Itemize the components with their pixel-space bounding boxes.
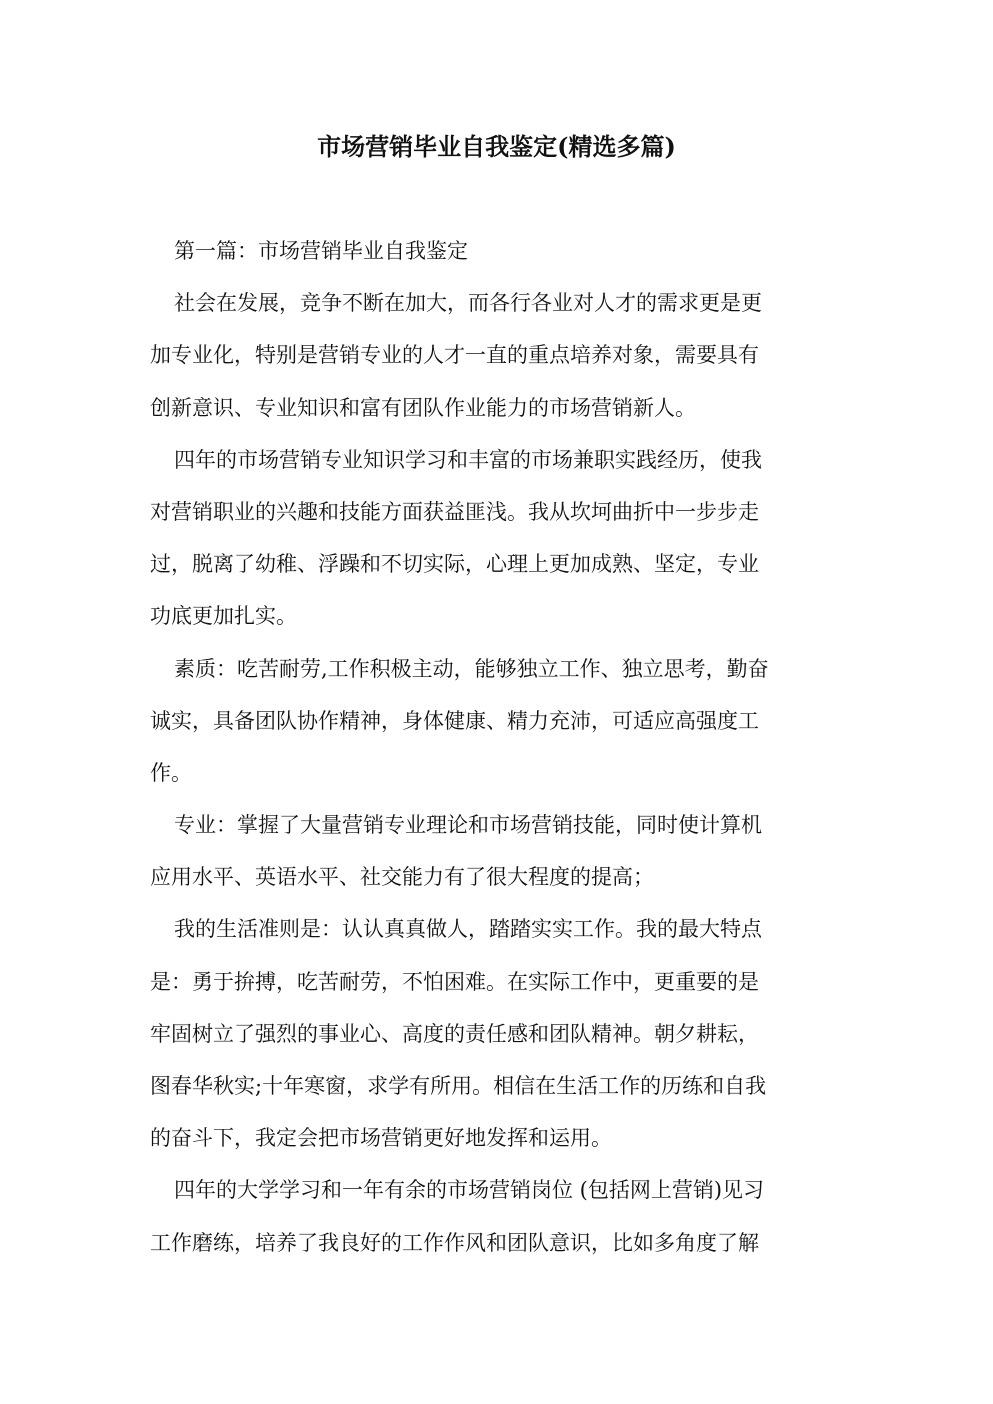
paragraph-line: 专业：掌握了大量营销专业理论和市场营销技能，同时使计算机 [174, 813, 762, 838]
paragraph-line: 过，脱离了幼稚、浮躁和不切实际，心理上更加成熟、坚定，专业 [150, 552, 759, 577]
paragraph-line: 工作磨练，培养了我良好的工作作风和团队意识，比如多角度了解 [150, 1230, 759, 1255]
paragraph-line: 创新意识、专业知识和富有团队作业能力的市场营销新人。 [150, 395, 696, 420]
paragraph-line: 社会在发展，竞争不断在加大，而各行各业对人才的需求更是更 [174, 291, 762, 316]
section-heading: 第一篇：市场营销毕业自我鉴定 [174, 239, 468, 263]
paragraph-line: 是：勇于拚搏，吃苦耐劳，不怕困难。在实际工作中，更重要的是 [150, 969, 759, 994]
paragraph-line: 素质：吃苦耐劳,工作积极主动，能够独立工作、独立思考，勤奋 [174, 656, 769, 681]
paragraph-line: 图春华秋实;十年寒窗，求学有所用。相信在生活工作的历练和自我 [150, 1074, 767, 1098]
paragraph-line: 四年的大学学习和一年有余的市场营销岗位 (包括网上营销)见习 [174, 1178, 765, 1203]
document-title: 市场营销毕业自我鉴定(精选多篇) [317, 132, 676, 161]
paragraph-line: 作。 [150, 760, 192, 785]
paragraph-line: 四年的市场营销专业知识学习和丰富的市场兼职实践经历，使我 [174, 447, 762, 472]
paragraph-line: 功底更加扎实。 [150, 604, 297, 629]
paragraph-line: 应用水平、英语水平、社交能力有了很大程度的提高； [150, 865, 654, 890]
document-body [150, 234, 822, 1278]
paragraph-line: 我的生活准则是：认认真真做人，踏踏实实工作。我的最大特点 [174, 917, 762, 942]
paragraph-line: 加专业化，特别是营销专业的人才一直的重点培养对象，需要具有 [150, 343, 759, 368]
paragraph-line: 诚实，具备团队协作精神，身体健康、精力充沛，可适应高强度工 [150, 708, 759, 733]
paragraph-line: 牢固树立了强烈的事业心、高度的责任感和团队精神。朝夕耕耘， [150, 1021, 759, 1046]
paragraph-line: 对营销职业的兴趣和技能方面获益匪浅。我从坎坷曲折中一步步走 [150, 499, 759, 524]
paragraph-line: 的奋斗下，我定会把市场营销更好地发挥和运用。 [150, 1126, 612, 1151]
